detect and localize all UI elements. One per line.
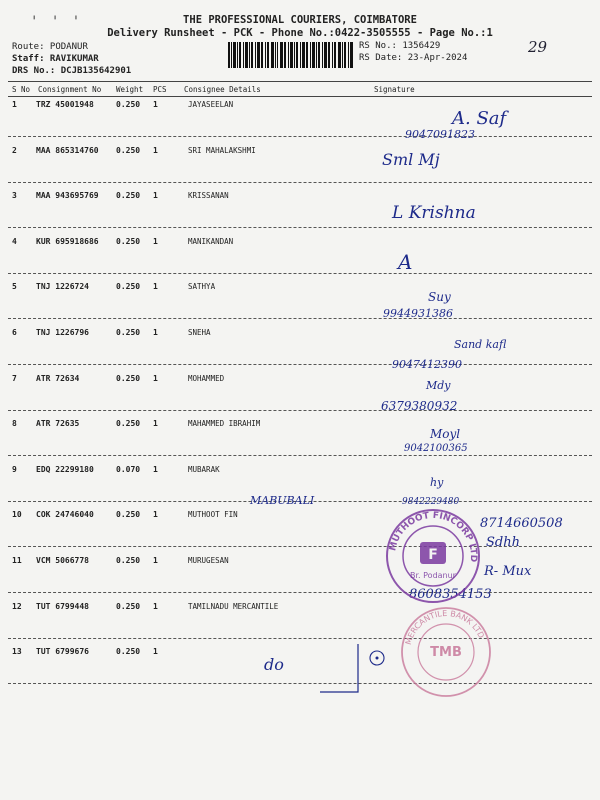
row-consignee: MOHAMMED <box>188 373 225 383</box>
row-sno: 6 <box>12 328 17 337</box>
stamp-branch: Br. Podanur <box>410 571 456 580</box>
col-header-pcs: PCS <box>153 85 167 94</box>
row-sno: 5 <box>12 282 17 292</box>
corner-marks: ' ' ' <box>30 14 83 30</box>
row-sno: 1 <box>12 100 17 109</box>
row-pcs: 1 <box>153 464 158 474</box>
row-consignment-no: TUT 6799448 <box>36 601 89 611</box>
handwritten-signature: A. Saf <box>452 108 507 129</box>
col-header-sno: S No <box>12 85 31 94</box>
row-consignment-no: EDQ 22299180 <box>36 464 94 474</box>
row-sno: 10 <box>12 510 22 520</box>
document-title: THE PROFESSIONAL COURIERS, COIMBATORE <box>183 14 417 26</box>
row-consignee: MANIKANDAN <box>188 236 234 246</box>
rs-date: RS Date: 23-Apr-2024 <box>359 53 468 63</box>
row-sno: 13 <box>12 647 22 657</box>
row-pcs: 1 <box>153 647 158 657</box>
row-weight: 0.250 <box>116 191 141 201</box>
row-consignee: JAYASEELAN <box>188 100 234 109</box>
row-consignment-no: KUR 695918686 <box>36 236 99 246</box>
handwritten-signature: Mdy <box>426 379 451 392</box>
row-separator <box>8 182 592 183</box>
handwritten-signature: Suy <box>428 290 451 304</box>
row-weight: 0.250 <box>116 145 141 155</box>
row-weight: 0.250 <box>116 647 141 657</box>
row-pcs: 1 <box>153 282 158 292</box>
row-weight: 0.070 <box>116 464 141 474</box>
row-separator <box>8 638 592 639</box>
row-sno: 4 <box>12 236 17 246</box>
drs-number: DRS No.: DCJB135642901 <box>12 66 132 76</box>
row-separator <box>8 136 592 137</box>
row-pcs: 1 <box>153 236 158 246</box>
row-pcs: 1 <box>153 145 158 155</box>
row-weight: 0.250 <box>116 419 141 429</box>
row-consignment-no: TNJ 1226724 <box>36 282 89 292</box>
row-weight: 0.250 <box>116 556 141 565</box>
row-consignee: TAMILNADU MERCANTILE <box>188 601 279 611</box>
handwritten-phone: 6379380932 <box>381 399 458 413</box>
handwritten-signature: Sml Mj <box>382 150 440 169</box>
col-header-weight: Weight <box>116 85 144 94</box>
row-weight: 0.250 <box>116 510 141 520</box>
row-sno: 9 <box>12 464 17 474</box>
row-consignee: MUTHOOT FIN <box>188 510 238 520</box>
row-consignment-no: ATR 72634 <box>36 373 80 383</box>
row-consignee: SATHYA <box>188 282 216 292</box>
row-sno: 2 <box>12 145 17 155</box>
row-weight: 0.250 <box>116 282 141 292</box>
handwritten-phone: 9042100365 <box>404 443 468 454</box>
row-separator <box>8 318 592 319</box>
header-bottom-rule <box>8 96 592 97</box>
row-consignment-no: TUT 6799676 <box>36 647 89 657</box>
row-weight: 0.250 <box>116 373 141 383</box>
row-sno: 11 <box>12 556 22 565</box>
row-separator <box>8 364 592 365</box>
row-weight: 0.250 <box>116 328 141 337</box>
row-pcs: 1 <box>153 191 158 201</box>
row-pcs: 1 <box>153 100 158 109</box>
row-consignee: MAHAMMED IBRAHIM <box>188 419 261 429</box>
handwritten-signature: do <box>264 655 284 674</box>
rs-number: RS No.: 1356429 <box>359 41 441 51</box>
row-consignment-no: MAA 943695769 <box>36 191 99 201</box>
row-pcs: 1 <box>153 601 158 611</box>
handwritten-phone: 9047091823 <box>405 128 475 141</box>
row-consignment-no: TNJ 1226796 <box>36 328 89 337</box>
handwritten-signature: Sand kafl <box>454 338 507 351</box>
staff-label: Staff: RAVIKUMAR <box>12 54 99 64</box>
row-pcs: 1 <box>153 328 158 337</box>
col-header-consignment: Consignment No <box>38 85 102 94</box>
row-consignee: SNEHA <box>188 328 211 337</box>
row-pcs: 1 <box>153 556 158 565</box>
route-label: Route: PODANUR <box>12 42 88 52</box>
handwritten-signature: hy <box>430 476 444 489</box>
stamp-ring-text: MUTHOOT FINCORP LTD <box>388 510 479 563</box>
row-consignment-no: COK 24746040 <box>36 510 94 520</box>
document-subtitle: Delivery Runsheet - PCK - Phone No.:0422-3505555 - Page No.:1 <box>107 27 493 39</box>
header-top-rule <box>8 81 592 82</box>
row-consignment-no: ATR 72635 <box>36 419 80 429</box>
handwritten-phone: 8714660508 <box>480 516 563 531</box>
row-separator <box>8 273 592 274</box>
stamp-ring-text: MERCANTILE BANK LTD <box>403 608 486 646</box>
col-header-consignee: Consignee Details <box>184 85 261 94</box>
row-sno: 8 <box>12 419 17 429</box>
row-pcs: 1 <box>153 419 158 429</box>
handwritten-signature: Moyl <box>430 427 461 441</box>
row-separator <box>8 455 592 456</box>
tmb-bank-stamp <box>398 604 494 700</box>
row-consignee: MURUGESAN <box>188 556 229 565</box>
row-pcs: 1 <box>153 373 158 383</box>
handwritten-signature: L Krishna <box>392 203 476 223</box>
row-sno: 3 <box>12 191 17 201</box>
handwritten-signature: Sdhh <box>486 535 520 550</box>
row-pcs: 1 <box>153 510 158 520</box>
handwritten-phone: 9047412390 <box>392 358 462 371</box>
row-consignee: KRISSANAN <box>188 191 229 201</box>
row-sno: 7 <box>12 373 17 383</box>
row-sno: 12 <box>12 601 22 611</box>
handwritten-signature: A <box>398 250 413 274</box>
barcode <box>228 42 354 68</box>
handwritten-phone: 8608354153 <box>409 587 492 602</box>
handwritten-signature: R- Mux <box>484 564 532 579</box>
handwritten-bracket-mark <box>300 640 400 696</box>
row-weight: 0.250 <box>116 100 141 109</box>
row-weight: 0.250 <box>116 236 141 246</box>
row-separator <box>8 410 592 411</box>
muthoot-fincorp-stamp <box>383 506 483 606</box>
row-separator <box>8 227 592 228</box>
row-consignment-no: MAA 865314760 <box>36 145 99 155</box>
svg-text:F: F <box>428 547 438 563</box>
row-weight: 0.250 <box>116 601 141 611</box>
handwritten-receiver-name: MABUBALI <box>250 494 315 507</box>
col-header-signature: Signature <box>374 85 415 94</box>
handwritten-phone: 9842229480 <box>402 497 460 507</box>
stamp-center: TMB <box>430 645 462 660</box>
row-consignment-no: VCM 5066778 <box>36 556 89 565</box>
page-handwritten-mark: 29 <box>528 38 548 56</box>
row-consignee: SRI MAHALAKSHMI <box>188 145 256 155</box>
svg-text:MERCANTILE BANK LTD <box>404 609 486 646</box>
row-separator <box>8 592 592 593</box>
row-consignment-no: TRZ 45001948 <box>36 100 94 109</box>
handwritten-phone: 9944931386 <box>383 307 453 320</box>
row-consignee: MUBARAK <box>188 464 220 474</box>
